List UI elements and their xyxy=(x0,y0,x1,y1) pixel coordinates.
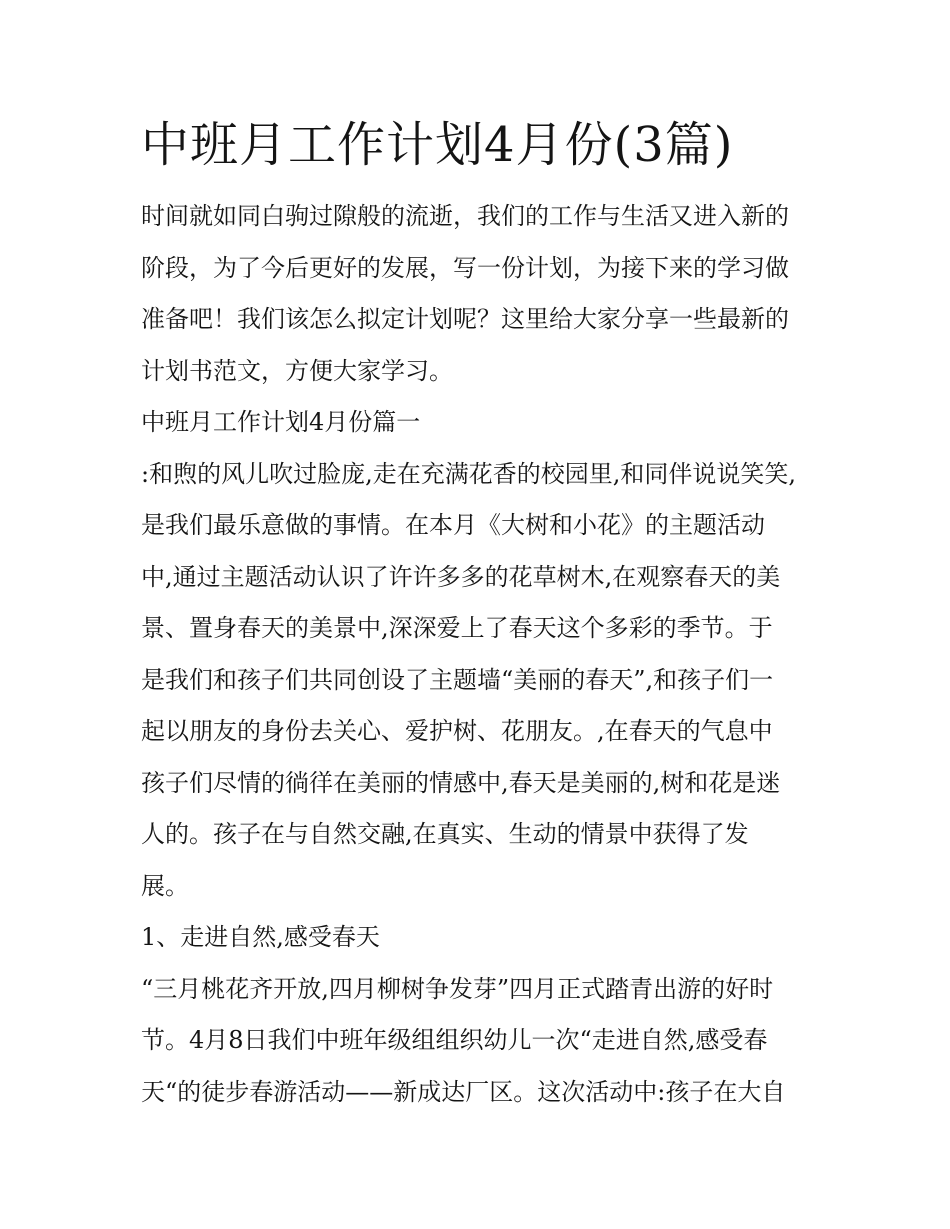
intro-line-1: 时间就如同白驹过隙般的流逝，我们的工作与生活又进入新的 xyxy=(141,202,789,230)
body-line-1: :和煦的风儿吹过脸庞,走在充满花香的校园里,和同伴说说笑笑, xyxy=(141,459,796,488)
body-line-5: 是我们和孩子们共同创设了主题墙“美丽的春天”,和孩子们一 xyxy=(141,665,774,694)
body-line-11: 节。4月8日我们中班年级组组织幼儿一次“走进自然,感受春 xyxy=(141,1026,768,1054)
body-line-8: 人的。孩子在与自然交融,在真实、生动的情景中获得了发 xyxy=(141,820,749,848)
body-line-12: 天“的徒步春游活动——新成达厂区。这次活动中:孩子在大自 xyxy=(141,1077,786,1106)
section-heading-1: 中班月工作计划4月份篇一 xyxy=(141,408,421,436)
body-line-3: 中,通过主题活动认识了许许多多的花草树木,在观察春天的美 xyxy=(141,562,781,591)
document-title: 中班月工作计划4月份(3篇) xyxy=(141,117,734,173)
document-body xyxy=(141,112,821,1118)
body-line-7: 孩子们尽情的徜徉在美丽的情感中,春天是美丽的,树和花是迷 xyxy=(141,768,781,797)
body-line-10: “三月桃花齐开放,四月柳树争发芽”四月正式踏青出游的好时 xyxy=(141,974,774,1003)
body-line-6: 起以朋友的身份去关心、爱护树、花朋友。,在春天的气息中 xyxy=(141,717,773,745)
intro-line-4: 计划书范文，方便大家学习。 xyxy=(141,356,453,385)
subheading-1: 1、走进自然,感受春天 xyxy=(141,923,380,951)
body-line-4: 景、置身春天的美景中,深深爱上了春天这个多彩的季节。于 xyxy=(141,614,773,642)
intro-line-2: 阶段，为了今后更好的发展，写一份计划，为接下来的学习做 xyxy=(141,253,789,282)
intro-line-3: 准备吧！我们该怎么拟定计划呢？这里给大家分享一些最新的 xyxy=(141,305,789,333)
body-line-2: 是我们最乐意做的事情。在本月《大树和小花》的主题活动 xyxy=(141,511,765,539)
body-line-9: 展。 xyxy=(141,871,189,900)
